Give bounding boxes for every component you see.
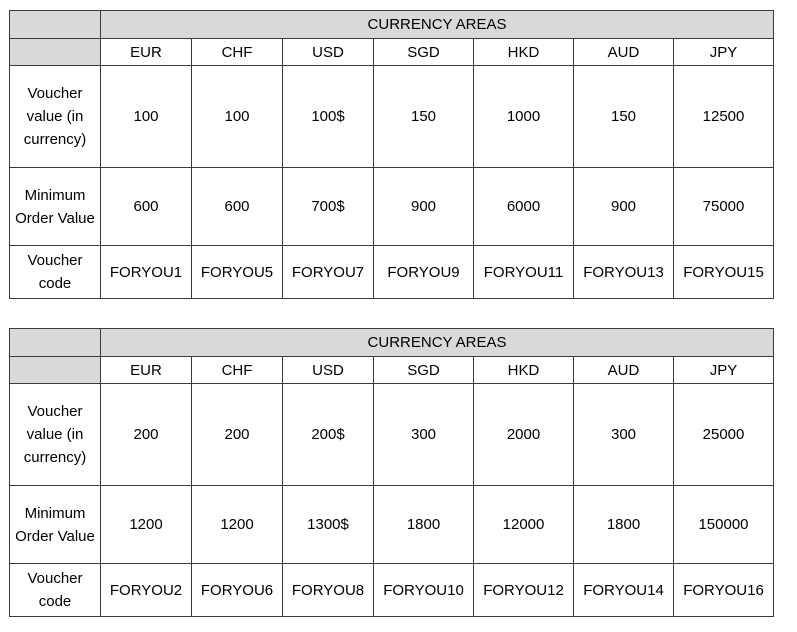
currency-header-jpy: JPY	[674, 357, 774, 384]
corner-cell	[10, 357, 101, 384]
currency-header-usd: USD	[283, 357, 374, 384]
table-cell: 200$	[283, 384, 374, 486]
currency-header-chf: CHF	[192, 39, 283, 66]
voucher-value-row	[10, 66, 774, 168]
table-cell: 300	[374, 384, 474, 486]
table-cell: 100	[101, 66, 192, 168]
group-header-row	[10, 329, 774, 357]
currency-header-chf: CHF	[192, 357, 283, 384]
currency-areas-header: CURRENCY AREAS	[101, 329, 774, 357]
table-cell: 600	[101, 168, 192, 246]
table-cell: 1200	[101, 486, 192, 564]
currency-header-hkd: HKD	[474, 357, 574, 384]
table-cell: FORYOU16	[674, 564, 774, 617]
table-cell: FORYOU14	[574, 564, 674, 617]
table-cell: 1800	[374, 486, 474, 564]
currency-header-hkd: HKD	[474, 39, 574, 66]
table-cell: FORYOU2	[101, 564, 192, 617]
voucher-table-1	[9, 10, 774, 299]
currency-header-aud: AUD	[574, 39, 674, 66]
table-cell: FORYOU13	[574, 246, 674, 299]
table-cell: 150	[574, 66, 674, 168]
table-cell: 1000	[474, 66, 574, 168]
row-label: Voucher code	[10, 246, 101, 299]
table-cell: 900	[574, 168, 674, 246]
currency-areas-header: CURRENCY AREAS	[101, 11, 774, 39]
currency-header-usd: USD	[283, 39, 374, 66]
table-cell: 1300$	[283, 486, 374, 564]
table-cell: 200	[192, 384, 283, 486]
corner-cell	[10, 11, 101, 39]
voucher-value-row	[10, 384, 774, 486]
currency-header-row	[10, 39, 774, 66]
currency-header-sgd: SGD	[374, 39, 474, 66]
table-cell: 150000	[674, 486, 774, 564]
table-cell: 1200	[192, 486, 283, 564]
table-cell: FORYOU8	[283, 564, 374, 617]
table-cell: FORYOU9	[374, 246, 474, 299]
table-cell: 900	[374, 168, 474, 246]
table-cell: FORYOU5	[192, 246, 283, 299]
row-label: Voucher code	[10, 564, 101, 617]
table-cell: 25000	[674, 384, 774, 486]
table-cell: 12500	[674, 66, 774, 168]
row-label: Voucher value (in currency)	[10, 384, 101, 486]
table-cell: FORYOU1	[101, 246, 192, 299]
currency-header-eur: EUR	[101, 357, 192, 384]
corner-cell	[10, 329, 101, 357]
minimum-order-value-row	[10, 168, 774, 246]
corner-cell	[10, 39, 101, 66]
currency-header-row	[10, 357, 774, 384]
table-cell: 12000	[474, 486, 574, 564]
table-cell: 150	[374, 66, 474, 168]
table-cell: FORYOU7	[283, 246, 374, 299]
table-cell: FORYOU15	[674, 246, 774, 299]
table-cell: FORYOU12	[474, 564, 574, 617]
table-cell: 75000	[674, 168, 774, 246]
table-cell: 100$	[283, 66, 374, 168]
row-label: Minimum Order Value	[10, 168, 101, 246]
voucher-code-row	[10, 246, 774, 299]
table-cell: FORYOU11	[474, 246, 574, 299]
table-cell: FORYOU10	[374, 564, 474, 617]
currency-header-eur: EUR	[101, 39, 192, 66]
voucher-table-2	[9, 328, 774, 617]
table-cell: 600	[192, 168, 283, 246]
currency-header-sgd: SGD	[374, 357, 474, 384]
voucher-code-row	[10, 564, 774, 617]
table-cell: 1800	[574, 486, 674, 564]
row-label: Minimum Order Value	[10, 486, 101, 564]
table-cell: 200	[101, 384, 192, 486]
row-label: Voucher value (in currency)	[10, 66, 101, 168]
table-cell: 6000	[474, 168, 574, 246]
currency-header-jpy: JPY	[674, 39, 774, 66]
table-cell: 2000	[474, 384, 574, 486]
table-cell: 700$	[283, 168, 374, 246]
table-cell: 300	[574, 384, 674, 486]
table-cell: 100	[192, 66, 283, 168]
group-header-row	[10, 11, 774, 39]
minimum-order-value-row	[10, 486, 774, 564]
table-cell: FORYOU6	[192, 564, 283, 617]
currency-header-aud: AUD	[574, 357, 674, 384]
